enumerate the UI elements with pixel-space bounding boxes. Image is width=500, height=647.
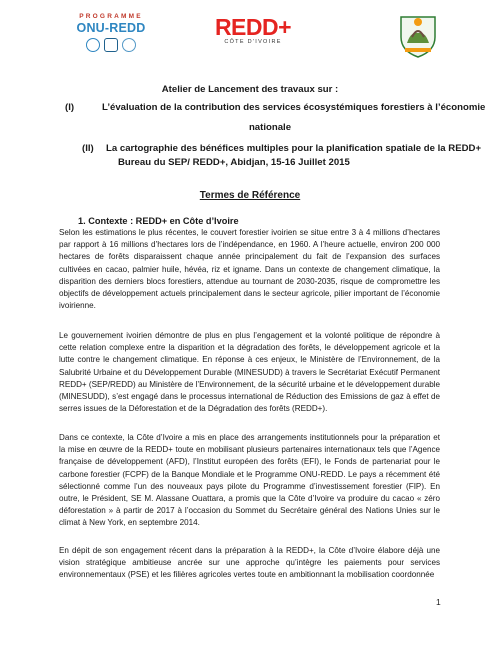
item2-text: La cartographie des bénéfices multiples pour la planification spatiale de la REDD+ — [106, 143, 482, 154]
fao-icon — [86, 38, 100, 52]
document-title: Termes de Référence — [199, 190, 301, 201]
item1-number: (I) — [65, 102, 75, 113]
section-heading: 1. Contexte : REDD+ en Côte d’Ivoire — [78, 216, 239, 226]
page-number: 1 — [436, 597, 441, 607]
onu-redd-logo — [66, 13, 156, 57]
coat-of-arms-icon — [397, 11, 439, 59]
unep-icon — [122, 38, 136, 52]
redd-cote-divoire-logo — [214, 13, 292, 57]
redd-logo-text: REDD+ — [214, 14, 292, 40]
agency-logos — [66, 38, 156, 52]
paragraph: En dépit de son engagement récent dans la préparation à la REDD+, la Côte d’Ivoire élabore déjà une vision stratégique ambitieuse ancrée sur une approche qu’intègre les paiements pour services environnementaux (PSE) et les filières agricoles vertes toute en ambitionnant la mobilisation coordonnée — [59, 546, 440, 580]
item1-text-continued: nationale — [248, 122, 292, 133]
undp-icon — [104, 38, 118, 52]
paragraph: Dans ce contexte, la Côte d’Ivoire a mis en place des arrangements institutionnels pour la préparation et la mise en œuvre de la REDD+ toute en mobilisant plusieurs partenaires internationaux tels que l’Agence française de développement (AFD), l’Institut européen des forêts (EFI), le Fonds de partenariat pour le carbone forestier (FCPF) de la Banque Mondiale et le Programme ONU-REDD. Le pays a récemment été sélectionné comme l’un des nouveaux pays pilote du Programme d’investissement forestier (FIP). En outre, le Président, SE M. Alassane Ouattara, a promis que la Côte d’Ivoire va produire du cacao « zéro déforestation » à partir de 2017 à l’occasion du Sommet du Secrétaire général des Nations Unies sur le climat à New York, en septembre 2014. — [59, 433, 440, 528]
workshop-title: Atelier de Lancement des travaux sur : — [161, 84, 339, 95]
paragraph: Le gouvernement ivoirien démontre de plus en plus l’engagement et la volonté politique de répondre à cette relation complexe entre la disparition et la dégradation des forêts, le développement agricole et la lutte contre le changement climatique. En réponse à ces enjeux, le Ministère de l’Environnement, de la Salubrité Urbaine et du Développement Durable (MINESUDD) à travers le Secrétariat Exécutif Permanent REDD+ (SEP/REDD) au Ministère de l’Environnement, de la sécurité urbaine et le développement durable (MINESUDD), s’est engagé dans le processus international de Réduction des Emissions de gaz à effet de serres issues de la Déforestation et de la Dégradation des forêts (REDD+). — [59, 331, 440, 414]
redd-logo-subtitle: CÔTE D'IVOIRE — [224, 39, 282, 45]
item2-number: (II) — [82, 143, 94, 154]
venue-line: Bureau du SEP/ REDD+, Abidjan, 15-16 Juillet 2015 — [118, 157, 350, 168]
onu-redd-title: ONU-REDD — [76, 21, 146, 35]
paragraph: Selon les estimations le plus récentes, le couvert forestier ivoirien se situe entre 3 à 4 millions d’hectares par rapport à 16 millions d’hectares lors de l’indépendance, en 1960. A l’heure actuelle, environ 200 000 hectares de forêts disparaissent chaque année principalement du fait de l’expansion des surfaces cultivées en cacao, palmier huile, hévéa, riz et igname. Dans un contexte de changement climatique, la disparition des derniers blocs forestiers, attendue au tournant de 2030-2035, risque de compromettre les objectifs de développement actuels principalement dans le secteur agricole, pilier important de l’économie ivoirienne. — [59, 228, 440, 311]
item1-text: L’évaluation de la contribution des services écosystémiques forestiers à l’économie — [102, 102, 486, 113]
onu-programme-label: PROGRAMME — [79, 13, 143, 20]
